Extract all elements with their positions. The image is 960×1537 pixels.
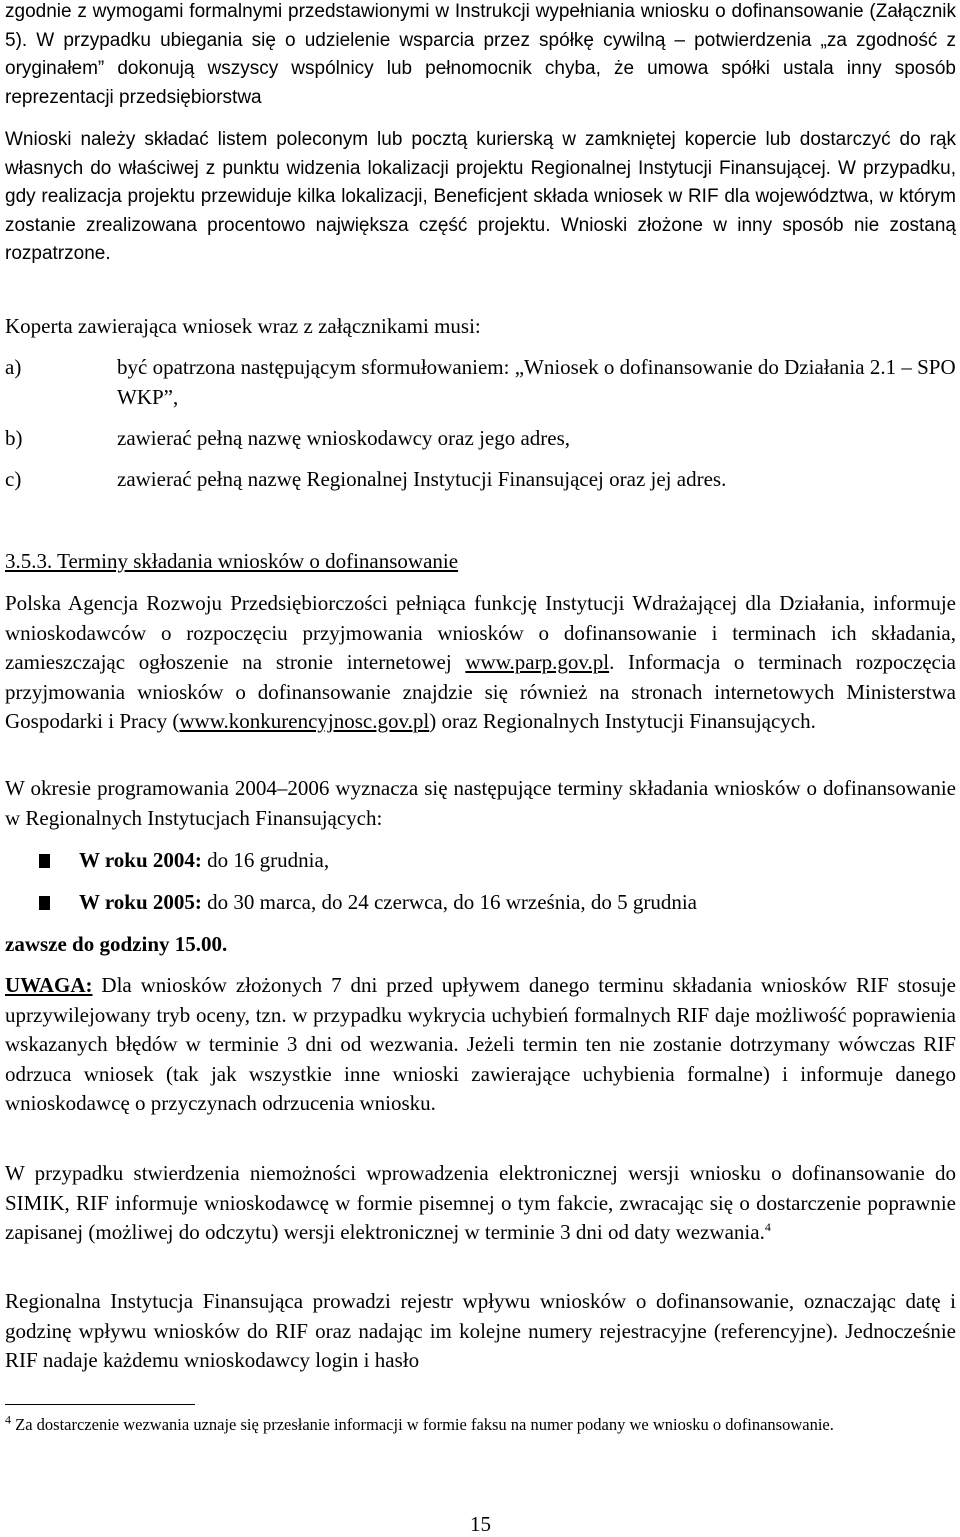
termin-2005 xyxy=(5,888,956,918)
paragraph-uwaga xyxy=(5,971,956,1119)
termin-year: W roku 2005: xyxy=(79,890,202,914)
paragraph-rejestr: Regionalna Instytucja Finansująca prowadzi rejestr wpływu wniosków o dofinansowanie, oznaczając datę i godzinę wpływu wniosków do RIF oraz nadając im kolejne numery rejestracyjne (referencyjne). Jednocześnie RIF nadaje każdemu wnioskodawcy login i hasło xyxy=(5,1289,956,1372)
list-text: być opatrzona następującym sformułowaniem: „Wniosek o dofinansowanie do Działania 2.1 – SPO WKP”, xyxy=(117,355,956,409)
koperta-item-b xyxy=(5,424,959,454)
uwaga-text: Dla wniosków złożonych 7 dni przed upływem danego terminu składania wniosków RIF stosuje uprzywilejowany tryb oceny, tzn. w przypadku wykrycia uchybień formalnych RIF daje możliwość poprawienia wskazanych błędów w terminie 3 dni od wezwania. Jeżeli termin ten nie zostanie dotrzymany wówczas RIF odrzuca wniosek (tak jak wszystkie inne wnioski zawierające uchybienia formalne) i informuje danego wnioskodawcę o przyczynach odrzucenia wniosku. xyxy=(5,973,956,1115)
paragraph-skladanie-wnioskow: Wnioski należy składać listem poleconym lub pocztą kurierską w zamkniętej kopercie lub dostarczyć do rąk własnych do właściwej z punktu widzenia lokalizacji projektu Regionalnej Instytucji Finansującej. W przypadku, gdy realizacja projektu przewiduje kilka lokalizacji, Beneficjent składa wniosek w RIF dla województwa, w którym zostanie zrealizowana procentowo największa część projektu. Wnioski złożone w inny sposób nie zostaną rozpatrzone. xyxy=(5,129,956,264)
page-number: 15 xyxy=(470,1512,491,1536)
footnote-divider xyxy=(5,1404,195,1405)
konkurencyjnosc-link[interactable]: www.konkurencyjnosc.gov.pl xyxy=(179,709,430,733)
paragraph-simik xyxy=(5,1159,956,1248)
section-heading: 3.5.3. Terminy składania wniosków o dofinansowanie xyxy=(5,549,459,573)
termin-year: W roku 2004: xyxy=(79,848,202,872)
list-label: b) xyxy=(5,426,23,450)
koperta-item-c xyxy=(5,465,959,495)
termin-dates: do 30 marca, do 24 czerwca, do 16 września, do 5 grudnia xyxy=(201,890,698,914)
parp-text-3: ) oraz Regionalnych Instytucji Finansujących. xyxy=(429,709,816,733)
parp-text-1: Polska Agencja Rozwoju Przedsiębiorczości pełniąca funkcję Instytucji Wdrażającej dla Działania, informuje wnioskodawców o rozpoczęciu przyjmowania wniosków o dofinansowanie i terminach ich składania, zamieszczając ogłoszenie na stronie internetowej xyxy=(5,591,956,674)
square-bullet-icon xyxy=(39,854,50,868)
list-text: zawierać pełną nazwę wnioskodawcy oraz jego adres, xyxy=(117,426,571,450)
footnote-number: 4 xyxy=(5,1412,11,1427)
koperta-intro: Koperta zawierająca wniosek wraz z załącznikami musi: xyxy=(5,314,481,338)
simik-text: W przypadku stwierdzenia niemożności wprowadzenia elektronicznej wersji wniosku o dofinansowanie do SIMIK, RIF informuje wnioskodawcę w formie pisemnej o tym fakcie, zwracając się o dostarczenie poprawnie zapisanej (możliwej do odczytu) wersji elektronicznej w terminie 3 dni od daty wezwania. xyxy=(5,1161,956,1244)
parp-text-2: . Informacja o terminach rozpoczęcia przyjmowania wniosków o dofinansowanie znajdzie się również na stronach internetowych Ministerstwa Gospodarki i Pracy ( xyxy=(5,650,956,733)
godzina-note: zawsze do godziny 15.00. xyxy=(5,932,228,956)
parp-link[interactable]: www.parp.gov.pl xyxy=(465,650,610,674)
list-text: zawierać pełną nazwę Regionalnej Instytucji Finansującej oraz jej adres. xyxy=(117,467,727,491)
footnote-text: Za dostarczenie wezwania uznaje się przesłanie informacji w formie faksu na numer podany we wniosku o dofinansowanie. xyxy=(11,1415,834,1434)
koperta-item-a xyxy=(5,353,959,412)
list-label: c) xyxy=(5,467,22,491)
footnote-ref[interactable]: 4 xyxy=(764,1220,771,1234)
paragraph-potwierdzenia: zgodnie z wymogami formalnymi przedstawionymi w Instrukcji wypełniania wniosku o dofinansowanie (Załącznik 5). W przypadku ubiegania się o udzielenie wsparcia przez spółkę cywilną – potwierdzenia „za zgodność z oryginałem” dokonują wszyscy wspólnicy lub pełnomocnik chyba, że umowa spółki ustala inny sposób reprezentacji przedsiębiorstwa xyxy=(5,1,956,108)
termin-2004 xyxy=(5,846,956,876)
termin-dates: do 16 grudnia, xyxy=(201,848,330,872)
paragraph-parp xyxy=(5,589,956,737)
square-bullet-icon xyxy=(39,896,50,910)
footnote xyxy=(5,1412,956,1438)
paragraph-okres: W okresie programowania 2004–2006 wyznacza się następujące terminy składania wniosków o dofinansowanie w Regionalnych Instytucjach Finansujących: xyxy=(5,776,956,830)
list-label: a) xyxy=(5,355,22,379)
uwaga-label: UWAGA: xyxy=(5,973,93,997)
